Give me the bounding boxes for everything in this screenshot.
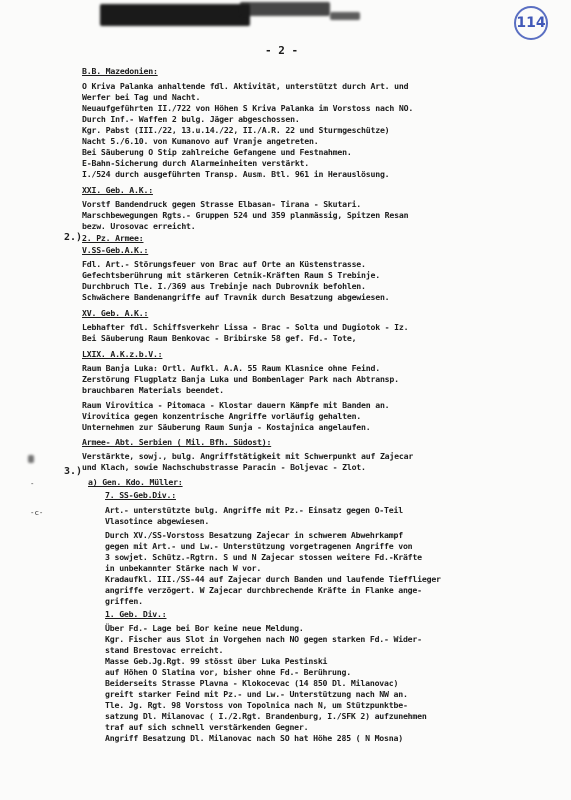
text-line: Fdl. Art.- Störungsfeuer von Brac auf Orte an Küstenstrasse. xyxy=(82,259,366,269)
text-line: griffen. xyxy=(105,596,143,606)
text-line: greift starker Feind mit Pz.- und Lw.- Unterstützung nach NW an. xyxy=(105,689,408,699)
ink-smudge xyxy=(330,12,360,20)
text-line: angriffe verzögert. W Zajecar durchbrechende Kräfte in Flanke ange- xyxy=(105,585,422,595)
page-marker: - 2 - xyxy=(265,44,299,57)
text-line: traf auf sich schnell verstärkenden Gegner. xyxy=(105,722,309,732)
section-heading: Armee- Abt. Serbien ( Mil. Bfh. Südost): xyxy=(82,437,272,447)
text-line: satzung Dl. Milanovac ( I./2.Rgt. Brandenburg, I./SFK 2) aufzunehmen xyxy=(105,711,427,721)
text-line: Zerstörung Flugplatz Banja Luka und Bombenlager Park nach Abtransp. xyxy=(82,374,399,384)
section-heading: LXIX. A.K.z.b.V.: xyxy=(82,349,163,359)
section-heading: XV. Geb. A.K.: xyxy=(82,308,149,318)
text-line: Raum Virovitica - Pitomaca - Klostar dauern Kämpfe mit Banden an. xyxy=(82,400,390,410)
text-line: Über Fd.- Lage bei Bor keine neue Meldung. xyxy=(105,623,304,633)
text-line: Durchbruch Tle. I./369 aus Trebinje nach Dubrovnik befohlen. xyxy=(82,281,366,291)
text-line: Lebhafter fdl. Schiffsverkehr Lissa - Brac - Solta und Dugiotok - Iz. xyxy=(82,322,409,332)
text-line: Tle. Jg. Rgt. 98 Vorstoss von Topolnica nach N, um Stützpunktbe- xyxy=(105,700,408,710)
text-line: Bei Säuberung O Stip zahlreiche Gefangene und Festnahmen. xyxy=(82,147,352,157)
text-line: Raum Banja Luka: Ortl. Aufkl. A.A. 55 Raum Klasnice ohne Feind. xyxy=(82,363,380,373)
text-line: Masse Geb.Jg.Rgt. 99 stösst über Luka Pestinski xyxy=(105,656,328,666)
text-line: in unbekannter Stärke nach W vor. xyxy=(105,563,262,573)
section-heading: a) Gen. Kdo. Müller: xyxy=(88,477,183,487)
text-line: Neuaufgeführten II./722 von Höhen S Kriva Palanka im Vorstoss nach NO. xyxy=(82,103,414,113)
text-line: O Kriva Palanka anhaltende fdl. Aktivität, unterstützt durch Art. und xyxy=(82,81,409,91)
section-number: 3.) xyxy=(64,466,83,477)
text-line: Kgr. Fischer aus Slot in Vorgehen nach NO gegen starken Fd.- Wider- xyxy=(105,634,422,644)
text-line: Unternehmen zur Säuberung Raum Sunja - Kostajnica angelaufen. xyxy=(82,422,371,432)
text-line: Gefechtsberührung mit stärkeren Cetnik-Kräften Raum S Trebinje. xyxy=(82,270,380,280)
section-heading: XXI. Geb. A.K.: xyxy=(82,185,153,195)
text-line: bezw. Urosovac erreicht. xyxy=(82,221,196,231)
text-line: Kgr. Pabst (III./22, 13.u.14./22, II./A.R. 22 und Sturmgeschütze) xyxy=(82,125,390,135)
text-line: Beiderseits Strasse Plavna - Klokocevac (14 850 Dl. Milanovac) xyxy=(105,678,399,688)
text-line: 3 sowjet. Schütz.-Rgtrn. S und N Zajecar stossen weitere Fd.-Kräfte xyxy=(105,552,422,562)
text-line: Vlasotince abgewiesen. xyxy=(105,516,210,526)
text-line: Virovitica gegen konzentrische Angriffe vorläufig gehalten. xyxy=(82,411,362,421)
text-line: Angriff Besatzung Dl. Milanovac nach SO hat Höhe 285 ( N Mosna) xyxy=(105,733,403,743)
text-line: brauchbaren Materials beendet. xyxy=(82,385,224,395)
text-line: gegen mit Art.- und Lw.- Unterstützung vorgetragenen Angriffe von xyxy=(105,541,413,551)
archive-page-number: 114 xyxy=(514,6,548,40)
text-line: E-Bahn-Sicherung durch Alarmeinheiten verstärkt. xyxy=(82,158,310,168)
text-line: und Klach, sowie Nachschubstrasse Paracin - Boljevac - Zlot. xyxy=(82,462,366,472)
section-heading: B.B. Mazedonien: xyxy=(82,66,158,76)
text-line: Kradaufkl. III./SS-44 auf Zajecar durch Banden und laufende Tiefflieger xyxy=(105,574,441,584)
ink-mark xyxy=(28,455,34,463)
ink-smudge xyxy=(100,4,250,26)
text-line: Durch Inf.- Waffen 2 bulg. Jäger abgeschossen. xyxy=(82,114,300,124)
section-heading: 1. Geb. Div.: xyxy=(105,609,167,619)
text-line: Nacht 5./6.10. von Kumanovo auf Vranje angetreten. xyxy=(82,136,319,146)
text-line: I./524 durch ausgeführten Transp. Ausm. Btl. 961 in Herauslösung. xyxy=(82,169,390,179)
text-line: Vorstf Bandendruck gegen Strasse Elbasan- Tirana - Skutari. xyxy=(82,199,362,209)
text-line: stand Brestovac erreicht. xyxy=(105,645,224,655)
section-heading: V.SS-Geb.A.K.: xyxy=(82,245,149,255)
section-heading: 7. SS-Geb.Div.: xyxy=(105,490,176,500)
text-line: Durch XV./SS-Vorstoss Besatzung Zajecar in schwerem Abwehrkampf xyxy=(105,530,403,540)
ink-smudge xyxy=(240,2,330,16)
section-heading: 2. Pz. Armee: xyxy=(82,233,144,243)
text-line: Werfer bei Tag und Nacht. xyxy=(82,92,201,102)
text-line: Art.- unterstützte bulg. Angriffe mit Pz.- Einsatz gegen O-Teil xyxy=(105,505,403,515)
text-line: auf Höhen O Slatina vor, bisher ohne Fd.- Berührung. xyxy=(105,667,351,677)
section-number: 2.) xyxy=(64,232,83,243)
text-line: Schwächere Bandenangriffe auf Travnik durch Besatzung abgewiesen. xyxy=(82,292,390,302)
text-line: Verstärkte, sowj., bulg. Angriffstätigkeit mit Schwerpunkt auf Zajecar xyxy=(82,451,414,461)
text-line: Marschbewegungen Rgts.- Gruppen 524 und 359 planmässig, Spitzen Resan xyxy=(82,210,409,220)
text-line: Bei Säuberung Raum Benkovac - Bribirske 58 gef. Fd.- Tote, xyxy=(82,333,357,343)
margin-note: -c- xyxy=(30,508,44,517)
margin-note: - xyxy=(30,479,35,488)
